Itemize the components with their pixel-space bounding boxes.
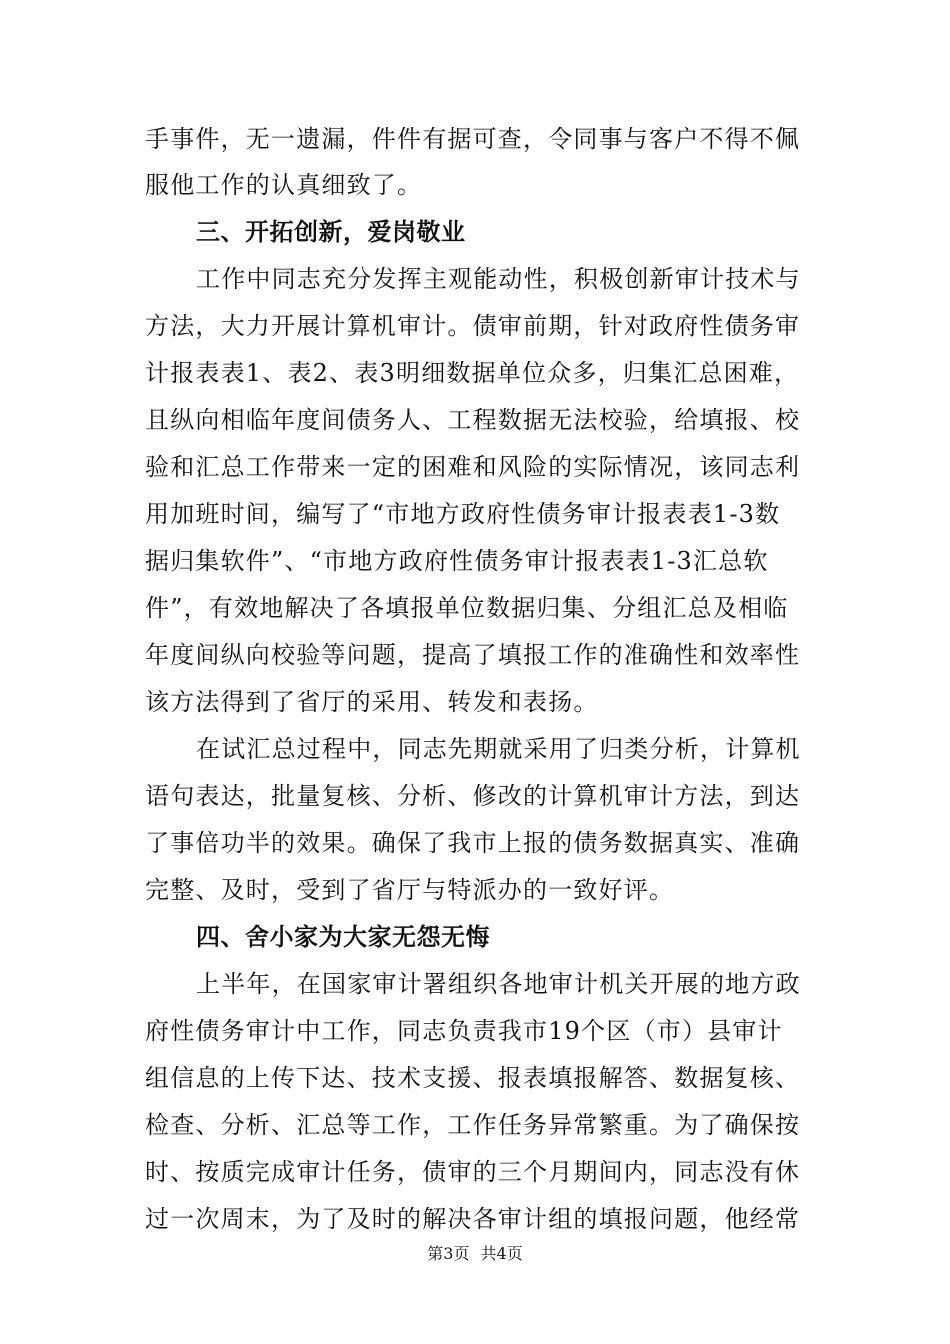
- body-line: 用加班时间，编写了“市地方政府性债务审计报表表1-3数: [145, 500, 781, 528]
- body-line: 府性债务审计中工作，同志负责我市19个区（市）县审计: [145, 1017, 783, 1045]
- body-line: 年度间纵向校验等问题，提高了填报工作的准确性和效率性: [145, 641, 801, 669]
- section-heading-3: 三、开拓创新，爱岗敬业: [196, 218, 466, 246]
- body-line: 且纵向相临年度间债务人、工程数据无法校验，给填报、校: [145, 406, 801, 434]
- body-line: 件”，有效地解决了各填报单位数据归集、分组汇总及相临: [145, 594, 789, 622]
- paragraph-start-line: 工作中同志充分发挥主观能动性，积极创新审计技术与: [196, 265, 801, 293]
- body-line: 手事件，无一遗漏，件件有据可查，令同事与客户不得不佩: [145, 125, 801, 153]
- body-line: 方法，大力开展计算机审计。债审前期，针对政府性债务审: [145, 312, 801, 340]
- paragraph-start-line: 上半年，在国家审计署组织各地审计机关开展的地方政: [196, 970, 801, 998]
- paragraph-start-line: 在试汇总过程中，同志先期就采用了归类分析，计算机: [196, 735, 801, 763]
- body-line: 检查、分析、汇总等工作，工作任务异常繁重。为了确保按: [145, 1111, 801, 1139]
- body-line: 语句表达，批量复核、分析、修改的计算机审计方法，到达: [145, 782, 801, 810]
- page-footer: [0, 1243, 950, 1265]
- body-line: 服他工作的认真细致了。: [145, 171, 423, 199]
- body-line: 完整、及时，受到了省厅与特派办的一致好评。: [145, 876, 675, 904]
- page-total: 共4页: [480, 1244, 523, 1263]
- section-heading-4: 四、舍小家为大家无怨无悔: [196, 923, 490, 951]
- body-line: 过一次周末，为了及时的解决各审计组的填报问题，他经常: [145, 1205, 801, 1233]
- body-line: 该方法得到了省厅的采用、转发和表扬。: [145, 688, 599, 716]
- body-line: 时、按质完成审计任务，债审的三个月期间内，同志没有休: [145, 1158, 801, 1186]
- body-line: 了事倍功半的效果。确保了我市上报的债务数据真实、准确: [145, 829, 801, 857]
- body-line: 验和汇总工作带来一定的困难和风险的实际情况，该同志利: [145, 453, 801, 481]
- body-line: 计报表表1、表2、表3明细数据单位众多，归集汇总困难，: [145, 359, 800, 387]
- body-line: 组信息的上传下达、技术支援、报表填报解答、数据复核、: [145, 1064, 801, 1092]
- body-line: 据归集软件”、“市地方政府性债务审计报表表1-3汇总软: [145, 547, 769, 575]
- page-number: 第3页: [427, 1244, 470, 1263]
